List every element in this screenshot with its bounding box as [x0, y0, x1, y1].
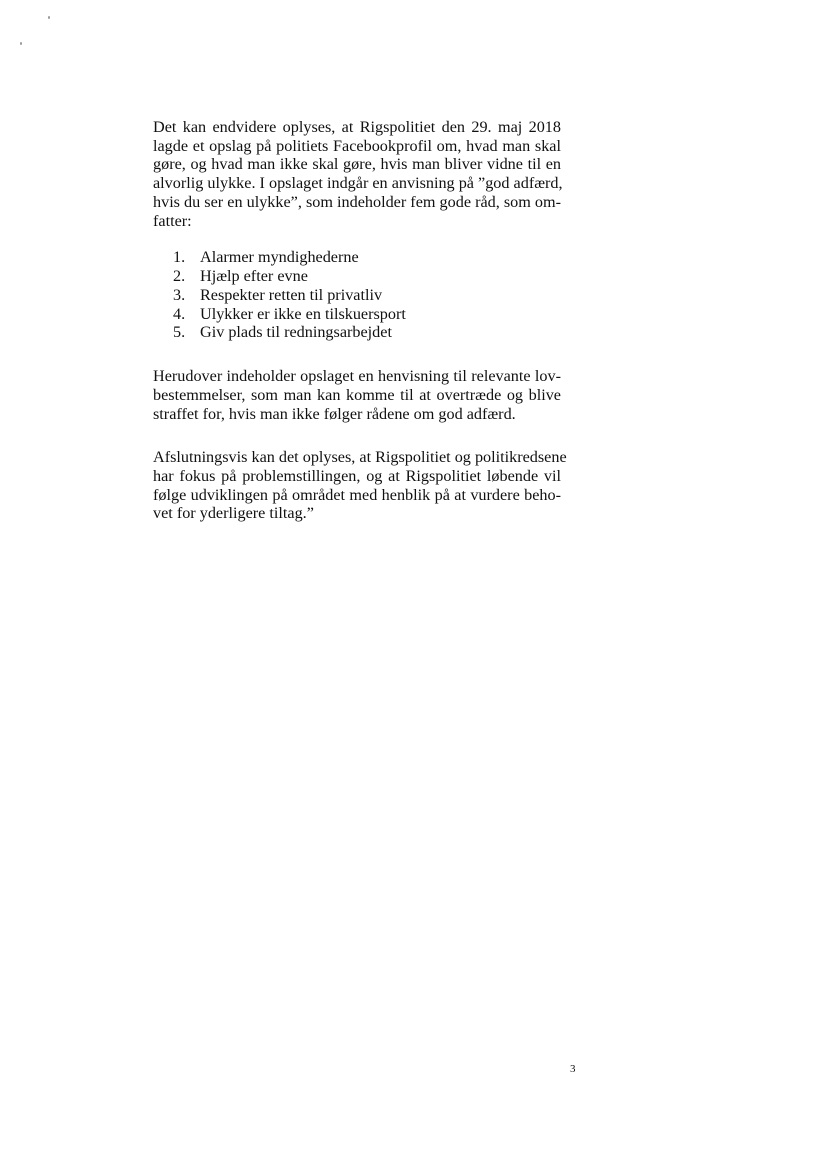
list-item [153, 323, 561, 342]
text-line: fatter: [153, 211, 192, 230]
list-text: Alarmer myndighederne [200, 248, 359, 267]
letter-body [153, 118, 567, 523]
advice-list [153, 248, 561, 342]
scan-speck [48, 16, 50, 19]
list-number: 2. [173, 267, 186, 286]
list-text: Hjælp efter evne [200, 267, 308, 286]
text-line: Det kan endvidere oplyses, at Rigspolitiet den 29. maj 2018 [153, 118, 561, 136]
paragraph-legal-reference [153, 367, 561, 423]
list-number: 1. [173, 248, 186, 267]
list-number: 4. [173, 304, 186, 323]
text-line: følge udviklingen på området med henblik på at vurdere beho- [153, 485, 561, 504]
list-number: 3. [173, 285, 186, 304]
list-number: 5. [173, 323, 186, 342]
text-line: straffet for, hvis man ikke følger rådene om god adfærd. [153, 404, 516, 423]
list-item [153, 286, 561, 305]
list-item [153, 305, 561, 324]
paragraph-conclusion [153, 448, 567, 523]
text-line: Afslutningsvis kan det oplyses, at Rigspolitiet og politikredsene [153, 448, 567, 467]
text-line: Herudover indeholder opslaget en henvisning til relevante lov- [153, 367, 561, 386]
list-item [153, 267, 561, 286]
text-line: gøre, og hvad man ikke skal gøre, hvis man bliver vidne til en [153, 155, 561, 174]
scan-speck [20, 42, 22, 45]
text-line: lagde et opslag på politiets Facebookprofil om, hvad man skal [153, 136, 561, 155]
page-number: 3 [570, 1063, 576, 1075]
paragraph-facebook-post [153, 118, 561, 230]
list-text: Respekter retten til privatliv [200, 285, 383, 304]
text-line: har fokus på problemstillingen, og at Rigspolitiet løbende vil [153, 467, 561, 486]
text-line: vet for yderligere tiltag.” [153, 504, 314, 523]
text-line: bestemmelser, som man kan komme til at overtræde og blive [153, 385, 561, 404]
list-text: Giv plads til redningsarbejdet [200, 323, 392, 342]
list-text: Ulykker er ikke en tilskuersport [200, 304, 406, 323]
text-line: hvis du ser en ulykke”, som indeholder fem gode råd, som om- [153, 192, 561, 211]
text-line: alvorlig ulykke. I opslaget indgår en anvisning på ”god adfærd, [153, 174, 563, 193]
list-item [153, 248, 561, 267]
